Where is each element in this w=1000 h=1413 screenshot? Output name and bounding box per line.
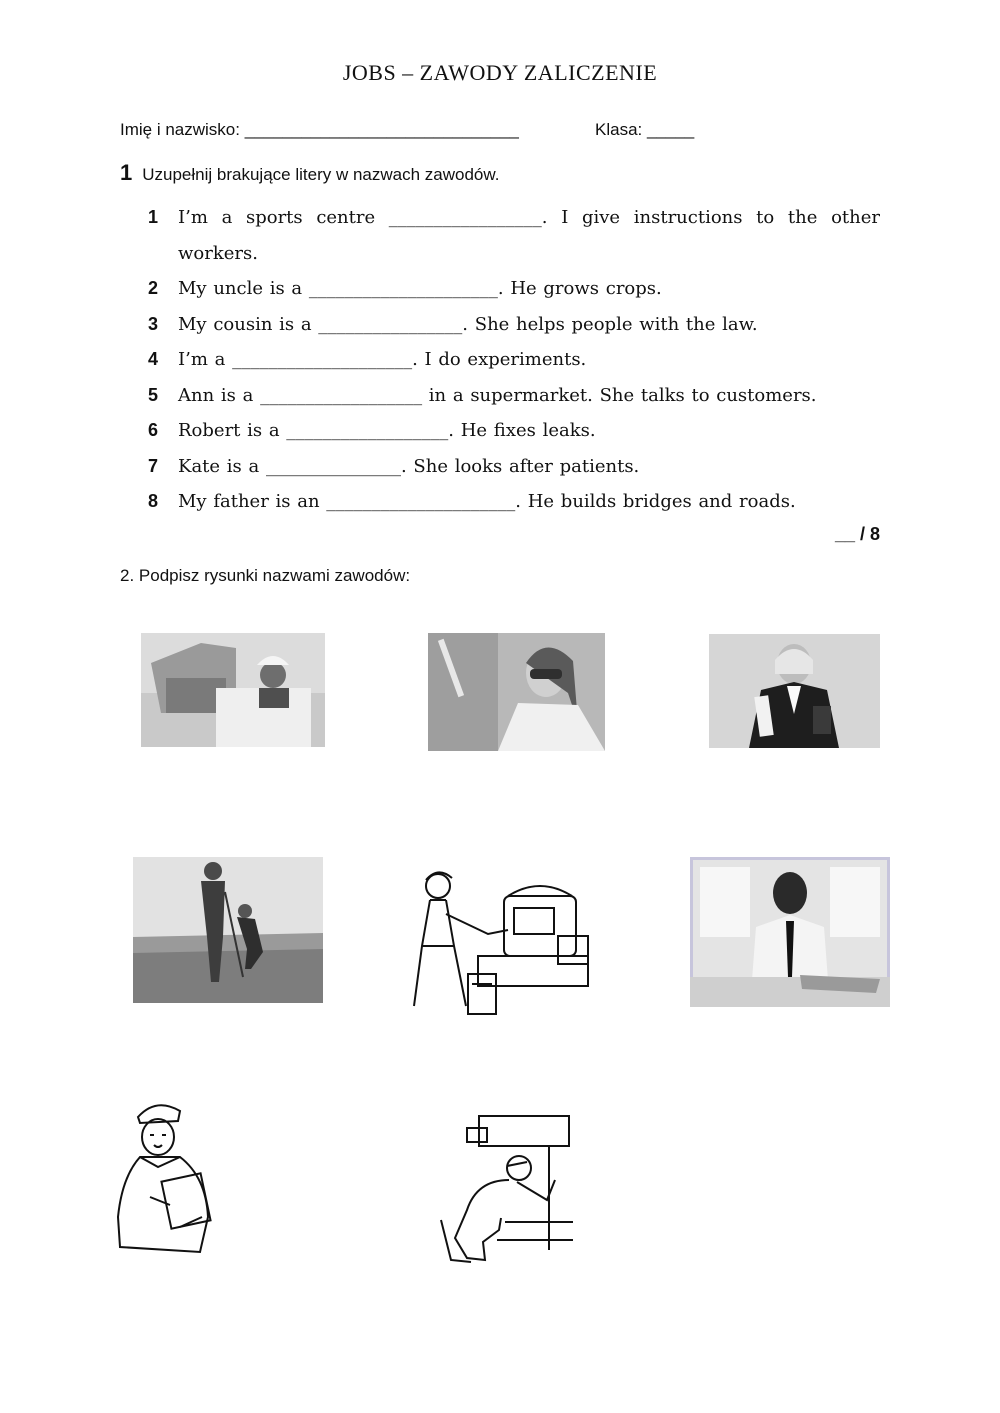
exercise-2-instruction: 2. Podpisz rysunki nazwami zawodów: [120, 566, 411, 585]
item-number: 3 [148, 313, 159, 334]
item-number: 6 [148, 420, 159, 440]
item-number: 7 [148, 455, 159, 476]
exercise-1-heading [120, 160, 499, 186]
item-number: 2 [148, 278, 159, 298]
item-number: 8 [148, 491, 159, 511]
item-sentence[interactable]: Kate is a _______________. She looks after patients. [178, 455, 640, 477]
scientist-photo [428, 633, 605, 751]
plumber-drawing [437, 1110, 577, 1265]
farmers-photo [133, 857, 323, 1003]
item-sentence[interactable]: Robert is a __________________. He fixes leaks. [178, 420, 596, 441]
score-box: __ / 8 [834, 524, 880, 544]
item-number: 4 [148, 349, 159, 369]
item-sentence[interactable]: I’m a sports centre _________________. I give instructions to the other workers. [178, 207, 880, 264]
nurse-drawing [110, 1097, 230, 1260]
exercise-1-number: 1 [120, 160, 133, 185]
item-sentence[interactable]: Ann is a __________________ in a supermarket. She talks to customers. [178, 384, 817, 406]
list-item [148, 484, 880, 520]
item-sentence[interactable]: I’m a ____________________. I do experiments. [178, 349, 587, 370]
item-sentence[interactable]: My cousin is a ________________. She helps people with the law. [178, 313, 758, 335]
list-item [148, 342, 880, 378]
item-sentence[interactable]: My father is an _____________________. He builds bridges and roads. [178, 491, 796, 512]
item-number: 1 [148, 207, 159, 227]
item-number: 5 [148, 384, 159, 405]
list-item [148, 307, 880, 343]
engineer-photo [141, 633, 325, 747]
list-item [148, 449, 880, 485]
list-item [148, 378, 880, 414]
page-title: JOBS – ZAWODY ZALICZENIE [342, 60, 658, 85]
manager-photo [690, 857, 890, 1007]
lawyer-photo [709, 634, 880, 748]
class-field[interactable]: Klasa: _____ [595, 120, 695, 139]
exercise-1-instruction: Uzupełnij brakujące litery w nazwach zawodów. [142, 165, 500, 184]
item-sentence[interactable]: My uncle is a _____________________. He grows crops. [178, 278, 662, 299]
list-item [148, 200, 880, 271]
list-item [148, 413, 880, 449]
name-field[interactable]: Imię i nazwisko: _____________________________ [120, 120, 519, 139]
list-item [148, 271, 880, 307]
exercise-1-list [148, 200, 880, 520]
shop-assistant-drawing [408, 866, 592, 1024]
